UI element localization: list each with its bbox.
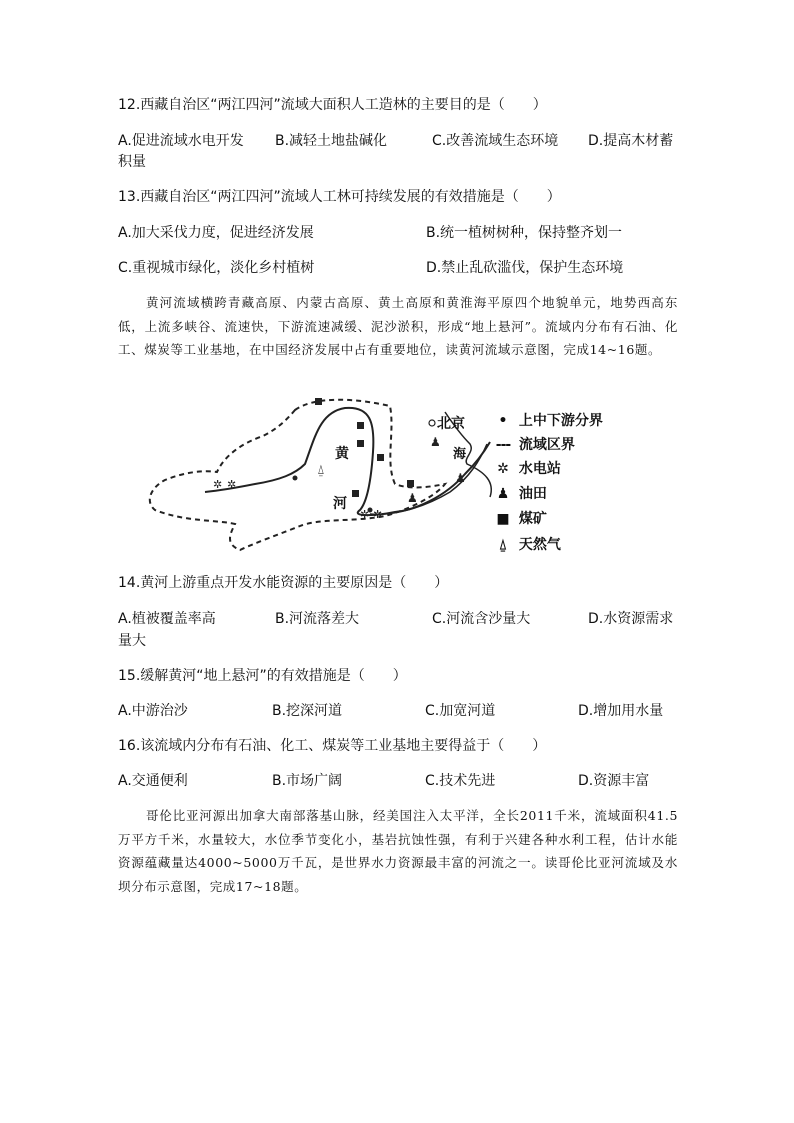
dashed-line-icon: --- xyxy=(495,437,511,453)
coal-mine-icon xyxy=(357,422,364,429)
q13-option-a: A.加大采伐力度，促进经济发展 xyxy=(118,225,314,241)
legend-label: 水电站 xyxy=(518,461,561,477)
q15-option-b: B.挖深河道 xyxy=(272,703,343,719)
hydropower-station-icon: ✲ xyxy=(373,508,383,521)
legend-label: 上中下游分界 xyxy=(518,413,603,429)
coal-mine-icon: ■ xyxy=(496,511,510,527)
oil-field-icon: ♟ xyxy=(407,491,418,505)
q14-option-d: D.水资源需求 xyxy=(588,611,674,627)
yellow-river-passage: 黄河流域横跨青藏高原、内蒙古高原、黄土高原和黄淮海平原四个地貌单元，地势西高东低，上流多峡谷、流速快，下游流速减缓、泥沙淤积，形成“地上悬河”。流域内分布有石油、化工、煤炭等工业基地，在中国经济发展中占有重要地位，读黄河流域示意图，完成14~16题。 xyxy=(118,295,678,357)
columbia-river-passage: 哥伦比亚河源出加拿大南部落基山脉，经美国注入太平洋，全长2011千米，流域面积41.5万平方千米，水量较大，水位季节变化小，基岩抗蚀性强，有利于兴建各种水利工程，估计水能资源蕴藏量达4000~5000万千瓦，是世界水力资源最丰富的河流之一。读哥伦比亚河流域及水坝分布示意图，完成17~18题。 xyxy=(118,808,678,894)
q16-option-b: B.市场广阔 xyxy=(272,773,343,789)
q14-option-b: B.河流落差大 xyxy=(275,611,360,627)
beijing-label: 北京 xyxy=(437,416,465,432)
legend-item-coal xyxy=(492,508,547,528)
q14-stem: 14.黄河上游重点开发水能资源的主要原因是（ ） xyxy=(118,575,449,591)
q15-option-d: D.增加用水量 xyxy=(578,703,664,719)
oil-field-icon: ♟ xyxy=(430,435,441,449)
q16-option-c: C.技术先进 xyxy=(425,773,496,789)
q13-option-b: B.统一植树树种，保持整齐划一 xyxy=(426,225,623,241)
coal-mine-icon xyxy=(315,398,322,405)
natural-gas-icon: ⍙ xyxy=(498,537,508,553)
q15-stem: 15.缓解黄河“地上悬河”的有效措施是（ ） xyxy=(118,668,407,684)
q16-option-d: D.资源丰富 xyxy=(578,773,650,789)
oil-field-icon: ♟ xyxy=(455,471,466,485)
q12-option-d-continued: 积量 xyxy=(118,154,146,170)
q12-option-a: A.促进流域水电开发 xyxy=(118,133,244,149)
basin-boundary xyxy=(150,400,445,550)
legend-label: 油田 xyxy=(518,486,547,502)
q14-option-a: A.植被覆盖率高 xyxy=(118,611,216,627)
hydropower-station-icon: ✲ xyxy=(213,478,223,491)
q14-option-d-continued: 量大 xyxy=(118,633,146,649)
q16-stem: 16.该流域内分布有石油、化工、煤炭等工业基地主要得益于（ ） xyxy=(118,738,547,754)
legend-item-basin-line xyxy=(492,434,575,454)
q13-stem: 13.西藏自治区“两江四河”流域人工林可持续发展的有效措施是（ ） xyxy=(118,189,561,205)
coal-mine-icon xyxy=(377,454,384,461)
he-label: 河 xyxy=(333,496,347,512)
q15-option-c: C.加宽河道 xyxy=(425,703,496,719)
natural-gas-icon: ⍙ xyxy=(317,463,325,478)
q13-option-c: C.重视城市绿化，淡化乡村植树 xyxy=(118,260,315,276)
hydropower-station-icon: ✲ xyxy=(227,478,237,491)
hydropower-station-icon: ✲ xyxy=(497,461,509,477)
boundary-point-icon: • xyxy=(498,413,508,429)
hydropower-station-icon: ✲ xyxy=(360,508,370,521)
legend-label: 天然气 xyxy=(518,537,561,553)
q12-option-d: D.提高木材蓄 xyxy=(588,133,674,149)
q12-stem: 12.西藏自治区“两江四河”流域大面积人工造林的主要目的是（ ） xyxy=(118,97,547,113)
coal-mine-icon xyxy=(407,480,414,487)
q12-option-b: B.减轻土地盐碱化 xyxy=(275,133,388,149)
legend-label: 煤矿 xyxy=(518,511,547,527)
q12-option-c: C.改善流域生态环境 xyxy=(432,133,559,149)
hai-label: 海 xyxy=(453,447,467,462)
q16-option-a: A.交通便利 xyxy=(118,773,188,789)
legend-label: 流域区界 xyxy=(518,437,575,453)
q13-option-d: D.禁止乱砍滥伐，保护生态环境 xyxy=(426,260,624,276)
boundary-point xyxy=(293,476,298,481)
q14-option-c: C.河流含沙量大 xyxy=(432,611,531,627)
coal-mine-icon xyxy=(352,490,359,497)
q15-option-a: A.中游治沙 xyxy=(118,703,188,719)
coal-mine-icon xyxy=(357,440,364,447)
oil-field-icon: ♟ xyxy=(496,486,510,502)
legend-item-gas xyxy=(492,534,561,554)
legend-item-boundary xyxy=(492,410,603,430)
legend-item-oil xyxy=(492,483,547,503)
beijing-marker xyxy=(429,420,435,426)
legend-item-hydropower xyxy=(492,458,561,478)
huang-label: 黄 xyxy=(335,446,349,462)
